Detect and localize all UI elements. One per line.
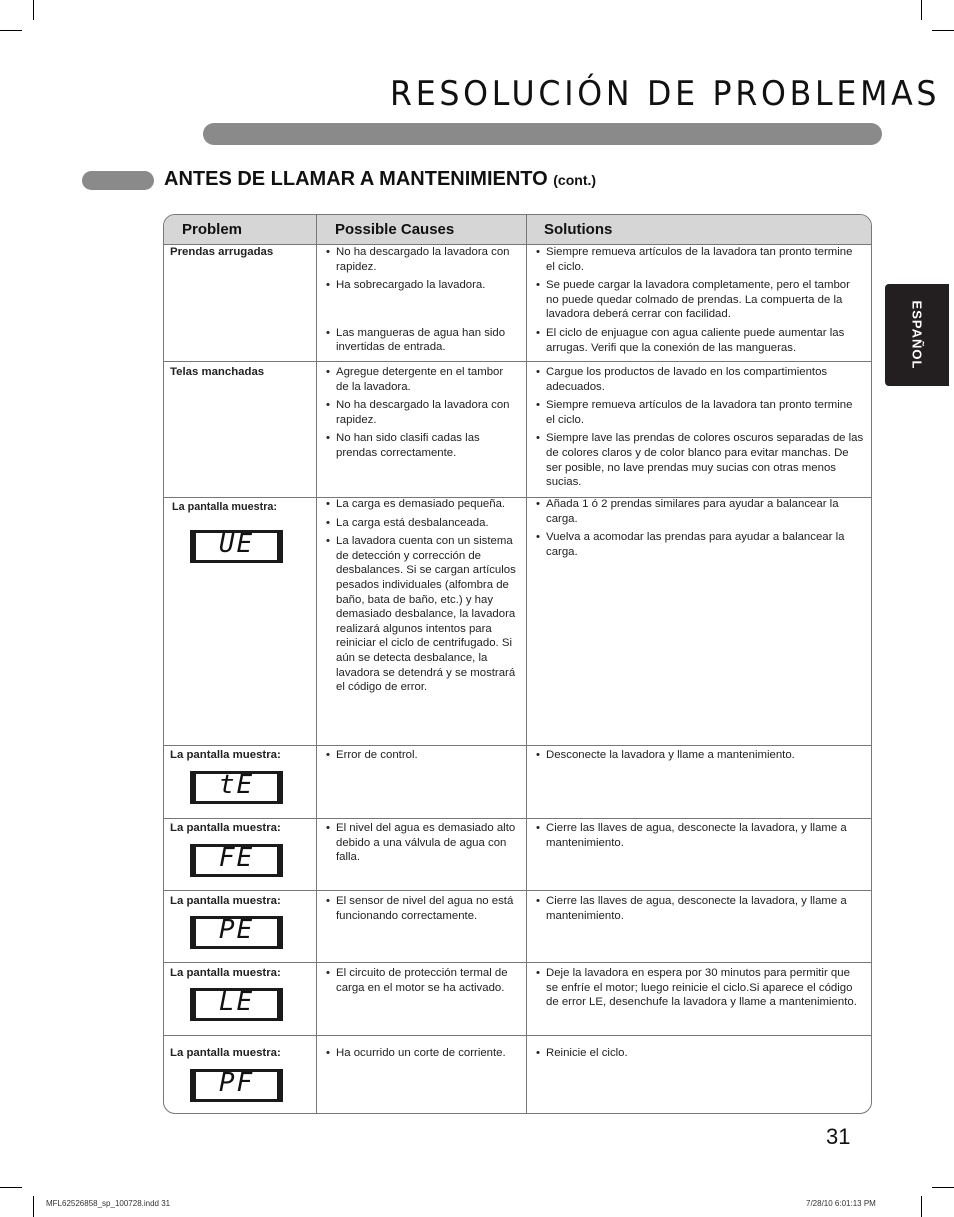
troubleshooting-table xyxy=(163,214,872,1114)
section-pill xyxy=(82,171,154,190)
solution-item: • Cargue los productos de lavado en los compartimientos adecuados. xyxy=(534,365,864,394)
row-solutions xyxy=(534,748,864,763)
row-causes xyxy=(324,748,516,763)
row-solutions xyxy=(534,1046,864,1061)
crop-mark xyxy=(921,0,922,20)
row-causes xyxy=(324,894,516,923)
display-code-text: tE xyxy=(218,770,255,800)
row-solutions xyxy=(534,966,864,1010)
cause-item: • Ha sobrecargado la lavadora. xyxy=(324,278,516,293)
solution-item: • Siempre remueva artículos de la lavadora tan pronto termine el ciclo. xyxy=(534,245,864,274)
header-problem: Problem xyxy=(182,221,243,238)
cause-item: • Las mangueras de agua han sido invertidas de entrada. xyxy=(324,326,516,355)
crop-mark xyxy=(0,1187,22,1188)
row-divider xyxy=(164,361,871,362)
column-divider xyxy=(526,215,527,1113)
row-solutions xyxy=(534,245,864,355)
row-causes xyxy=(324,245,516,355)
display-code-text: FE xyxy=(218,843,255,873)
crop-mark xyxy=(921,1196,922,1217)
cause-item: • No ha descargado la lavadora con rapidez. xyxy=(324,245,516,274)
cause-item: • Ha ocurrido un corte de corriente. xyxy=(324,1046,516,1061)
row-divider xyxy=(164,818,871,819)
row-divider xyxy=(164,962,871,963)
row-causes xyxy=(324,365,516,461)
crop-mark xyxy=(932,30,954,31)
section-heading xyxy=(164,168,596,191)
solution-item: • Añada 1 ó 2 prendas similares para ayudar a balancear la carga. xyxy=(534,497,864,526)
solution-item: • Desconecte la lavadora y llame a mantenimiento. xyxy=(534,748,864,763)
row-causes xyxy=(324,821,516,865)
table-header xyxy=(164,215,871,245)
solution-item: • El ciclo de enjuague con agua caliente puede aumentar las arrugas. Verifi que la conexión de las mangueras. xyxy=(534,326,864,355)
cause-item: • El circuito de protección termal de carga en el motor se ha activado. xyxy=(324,966,516,995)
crop-mark xyxy=(0,30,22,31)
language-tab-label: ESPAÑOL xyxy=(909,300,925,370)
cause-item: • La carga es demasiado pequeña. xyxy=(324,497,516,512)
cause-item: • La lavadora cuenta con un sistema de detección y corrección de desbalances. Si se cargan artículos pesados individuales (alfombra de baño, bata de baño, etc.) y hay demasiado desbalance, la lavadora realizará algunos intentos para reiniciar el ciclo de centrifugado. Si aún se detecta desbalance, la lavadora se detendrá y se mostrará el código de error. xyxy=(324,534,516,695)
row-causes xyxy=(324,497,516,695)
language-tab xyxy=(885,284,949,386)
cause-item: • El nivel del agua es demasiado alto debido a una válvula de agua con falla. xyxy=(324,821,516,865)
display-code-text: PE xyxy=(218,915,255,945)
display-code xyxy=(190,1069,283,1102)
row-solutions xyxy=(534,894,864,923)
display-code xyxy=(190,988,283,1021)
footer-file-info: MFL62526858_sp_100728.indd 31 xyxy=(46,1199,171,1208)
cause-item: • Agregue detergente en el tambor de la lavadora. xyxy=(324,365,516,394)
row-problem: La pantalla muestra: xyxy=(170,749,281,761)
display-code xyxy=(190,844,283,877)
solution-item: • Siempre remueva artículos de la lavadora tan pronto termine el ciclo. xyxy=(534,398,864,427)
display-code-text: UE xyxy=(218,529,255,559)
cause-item: • El sensor de nivel del agua no está funcionando correctamente. xyxy=(324,894,516,923)
cause-item: • No han sido clasifi cadas las prendas correctamente. xyxy=(324,431,516,460)
row-problem: La pantalla muestra: xyxy=(170,895,281,907)
crop-mark xyxy=(932,1187,954,1188)
header-solutions: Solutions xyxy=(544,221,613,238)
row-divider xyxy=(164,890,871,891)
section-heading-suffix: (cont.) xyxy=(553,172,597,188)
solution-item: • Cierre las llaves de agua, desconecte la lavadora, y llame a mantenimiento. xyxy=(534,894,864,923)
row-solutions xyxy=(534,365,864,490)
solution-item: • Deje la lavadora en espera por 30 minutos para permitir que se enfríe el motor; luego reinicie el ciclo.Si aparece el código de error LE, desenchufe la lavadora y llame a mantenimiento. xyxy=(534,966,864,1010)
display-code xyxy=(190,530,283,563)
row-solutions xyxy=(534,821,864,850)
display-code xyxy=(190,771,283,804)
solution-item: • Se puede cargar la lavadora completamente, pero el tambor no puede quedar colmado de prendas. La compuerta de la lavadora deberá cerrar con facilidad. xyxy=(534,278,864,322)
crop-mark xyxy=(33,0,34,20)
page-number: 31 xyxy=(826,1124,851,1149)
solution-item: • Siempre lave las prendas de colores oscuros separadas de las de colores claros y de color blanco para evitar manchas. De ser posible, no lave prendas muy sucias con otras menos sucias. xyxy=(534,431,864,489)
row-divider xyxy=(164,745,871,746)
display-code-text: LE xyxy=(218,987,255,1017)
row-solutions xyxy=(534,497,864,559)
cause-item: • Error de control. xyxy=(324,748,516,763)
title-bar xyxy=(203,123,882,145)
row-problem: La pantalla muestra: xyxy=(172,501,278,513)
solution-item: • Vuelva a acomodar las prendas para ayudar a balancear la carga. xyxy=(534,530,864,559)
row-problem: La pantalla muestra: xyxy=(170,1047,281,1059)
header-possible-causes: Possible Causes xyxy=(335,221,455,238)
row-problem: Telas manchadas xyxy=(170,366,265,378)
display-code-text: PF xyxy=(218,1068,255,1098)
row-causes xyxy=(324,1046,516,1061)
row-problem: Prendas arrugadas xyxy=(170,246,274,258)
page-title: RESOLUCIÓN DE PROBLEMAS xyxy=(390,74,941,114)
display-code xyxy=(190,916,283,949)
cause-item: • No ha descargado la lavadora con rapidez. xyxy=(324,398,516,427)
cause-item: • La carga está desbalanceada. xyxy=(324,516,516,531)
row-causes xyxy=(324,966,516,995)
solution-item: • Cierre las llaves de agua, desconecte la lavadora, y llame a mantenimiento. xyxy=(534,821,864,850)
crop-mark xyxy=(33,1196,34,1217)
row-problem: La pantalla muestra: xyxy=(170,822,281,834)
solution-item: • Reinicie el ciclo. xyxy=(534,1046,864,1061)
row-problem: La pantalla muestra: xyxy=(170,967,281,979)
row-divider xyxy=(164,1035,871,1036)
section-heading-text: ANTES DE LLAMAR A MANTENIMIENTO xyxy=(164,168,548,190)
footer-timestamp: 7/28/10 6:01:13 PM xyxy=(806,1199,876,1208)
column-divider xyxy=(316,215,317,1113)
